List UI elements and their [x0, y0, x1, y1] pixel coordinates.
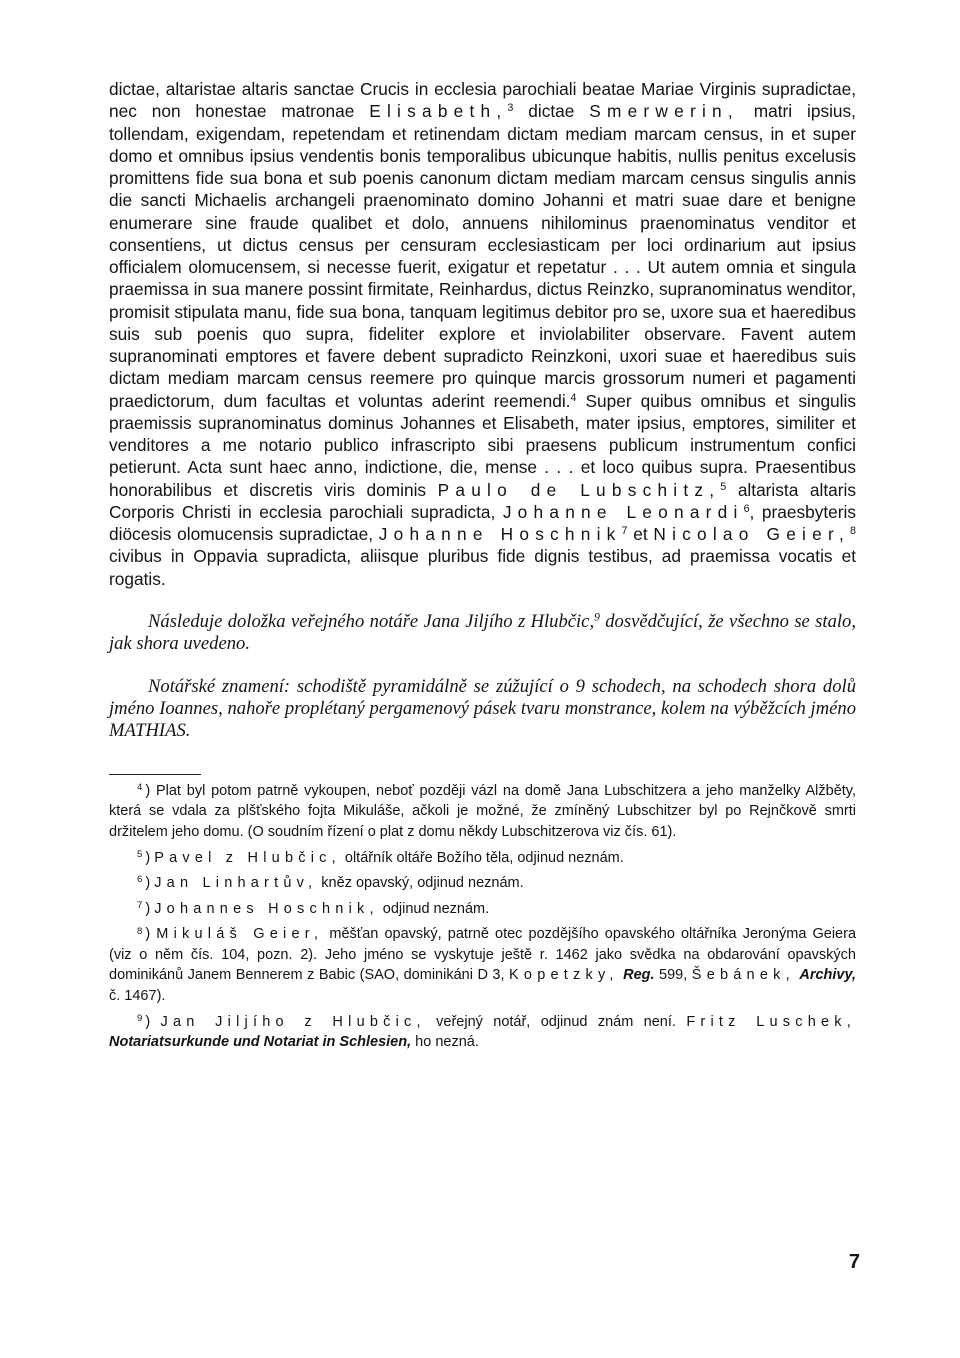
spaced-name: Šebánek,	[691, 967, 795, 984]
text-run: dictae, altaristae altaris sanctae Crucis in ecclesia parochiali beatae Mariae Virginis supradictae, nec non honestae matronae	[109, 79, 856, 122]
spaced-name: Smerwerin,	[589, 101, 739, 122]
footnote-ref: 6	[743, 502, 750, 515]
footnote-number: 8	[137, 925, 143, 937]
text-run: dosvědčující, že všechno se stalo, jak shora uvedeno.	[109, 610, 856, 654]
italic-title: Notariatsurkunde und Notariat in Schlesien,	[109, 1034, 412, 1051]
text-run: , praesbyteris diöcesis olomucensis supradictae,	[109, 501, 856, 544]
footnote-text: Plat byl potom patrně vykoupen, neboť později vázl na domě Jana Lubschitzera a jeho manželky Alžběty, která se vdala za plšťského fojta Mikuláše, ačkoli je možné, že zmíněný Lubschitzer byl po Rejnčkově smrti držitelem jeho domu. (O soudním řízení o plat z domu někdy Lubschitzerova viz čís. 61).	[109, 782, 857, 840]
spaced-name: Elisabeth,	[369, 101, 508, 122]
editorial-note-clause	[109, 611, 856, 655]
footnote-7: $^7$ ) Johannes Hoschnik, odjinud neznám.	[137, 899, 490, 917]
footnotes	[109, 781, 856, 1053]
italic-title: Archivy,	[799, 967, 857, 984]
spaced-name: Paulo de Lubschitz,	[437, 479, 721, 500]
spaced-name: Johannes Hoschnik,	[154, 900, 379, 917]
footnote-text: odjinud neznám.	[378, 900, 490, 917]
spaced-name: Kopetzky,	[509, 967, 619, 984]
spaced-name: Johanne Hoschnik	[378, 524, 622, 544]
spaced-name: Jan Jiljího z Hlubčic,	[160, 1013, 426, 1030]
footnote-text: oltářník oltáře Božího těla, odjinud neznám.	[340, 849, 624, 866]
text-run: civibus in Oppavia supradicta, aliisque pluribus fide dignis testibus, ad praemissa vocatis et rogatis.	[109, 546, 856, 589]
italic-title: Reg.	[623, 967, 655, 984]
text-run: altarista altaris Corporis Christi in ecclesia parochiali supradicta,	[109, 479, 856, 522]
footnote-ref: 4	[570, 391, 577, 404]
footnote-5: $^5$ ) Pavel z Hlubčic, oltářník oltáře Božího těla, odjinud neznám.	[137, 848, 624, 866]
footnote-8: $^8$ ) Mikuláš Geier, měšťan opavský, patrně otec pozdějšího opavského oltářníka Jeronýma Geiera (viz o něm čís. 104, pozn. 2). Jeho jméno se vyskytuje ještě r. 1462 jako svědka na obdarování opavských dominikánů Janem Bennerem z Babic (SAO, dominikáni D 3, Kopetzky, Reg. 599, Šebánek, Archivy, č. 1467).	[109, 925, 857, 1005]
spaced-name: Jan Linhartův,	[154, 875, 318, 892]
footnote-ref: 8	[850, 525, 856, 538]
footnote-ref: 9	[594, 611, 600, 624]
footnote-ref: 7	[621, 525, 628, 538]
footnote-text: měšťan opavský, patrně otec pozdějšího opavského oltářníka Jeronýma Geiera (viz o něm čís. 104, pozn. 2). Jeho jméno se vyskytuje ještě r. 1462 jako svědka na obdarování opavských dominikánů Janem Bennerem z Babic (SAO, dominikáni D 3,	[109, 926, 857, 984]
footnote-number: 5	[137, 848, 143, 860]
footnote-divider	[109, 774, 201, 775]
footnote-number: 6	[137, 874, 143, 886]
footnote-text: kněz opavský, odjinud neznám.	[317, 875, 524, 892]
footnote-text: veřejný notář, odjinud znám není.	[425, 1013, 687, 1030]
page-number: 7	[848, 1251, 860, 1273]
footnote-ref: 5	[720, 480, 727, 493]
footnote-4: $^4$ ) Plat byl potom patrně vykoupen, neboť později vázl na domě Jana Lubschitzera a jeho manželky Alžběty, která se vdala za plšťského fojta Mikuláše, ačkoli je možné, že zmíněný Lubschitzer byl po Rejnčkově smrti držitelem jeho domu. (O soudním řízení o plat z domu někdy Lubschitzerova viz čís. 61).	[109, 781, 857, 840]
spaced-name: Pavel z Hlubčic,	[154, 849, 341, 866]
footnote-6: $^6$ ) Jan Linhartův, kněz opavský, odjinud neznám.	[137, 874, 524, 892]
text-run: dictae	[513, 101, 590, 122]
spaced-name: Johanne Leonardi	[502, 501, 744, 522]
footnote-number: 7	[137, 899, 143, 911]
text-run: matri ipsius, tollendam, exigendam, repetendam et retinendam dictam mediam marcam census, in et super domo et omnibus ipsius vendentis bonis temporalibus ubicunque habitis, nullis penitus excelusis promittens fide sua bona et sub poenis canonum dictam mediam marcam census singulis annis die sancti Michaelis archangeli praenominato domino Johanni et matri suae dare et benigne enumerare sine fraude qualibet et dolo, annuens nihilominus praenominatus venditor et consentiens, ut dictus census per censuram ecclesiasticam per loci ordinarium aut ipsius officialem olomucensem, si necesse fuerit, exigatur et repetatur . . . Ut autem omnia et singula praemissa in sua manere possint firmitate, Reinhardus, dictus Reinzko, supranominatus wenditor, promisit stipulata manu, fide sua bona, tanquam legitimus debitor pro se, uxore sua et haeredibus suis sub poenis quo supra, fideliter explore et inviolabiliter observare. Favent autem supranominati emptores et favere debent supradicto Reinzkoni, uxori suae et haeredibus suis dictam mediam marcam census reemere pro quinque marcis grossorum numeri et pagamenti praedictorum, dum facultas et voluntas aderint reemendi.	[109, 101, 856, 411]
footnote-number: 9	[137, 1012, 143, 1024]
text-run: Super quibus omnibus et singulis praemissis supranominatus dominus Johannes et Elisabeth, mater ipsius, emptores, similiter et venditores a me notario publico infrascripto sibi praesens publicum instrumentum confici petierunt. Acta sunt haec anno, indictione, die, mense . . . et loco quibus supra. Praesentibus honorabilibus et discretis viris dominis	[109, 390, 856, 500]
page	[109, 78, 856, 1053]
footnote-9: $^9$ ) Jan Jiljího z Hlubčic, veřejný notář, odjinud znám není. Fritz Luschek, Notariatsurkunde und Notariat in Schlesien, ho nezná.	[109, 1012, 856, 1051]
text-run: Následuje doložka veřejného notáře Jana Jiljího z Hlubčic,	[148, 610, 595, 632]
footnote-text: 599,	[654, 967, 692, 984]
footnote-number: 4	[137, 781, 143, 793]
text-run: et	[627, 524, 654, 544]
footnote-text: ho nezná.	[411, 1034, 479, 1051]
spaced-name: Nicolao Geier,	[653, 524, 851, 544]
editorial-note-notary-sign: Notářské znamení: schodiště pyramidálně se zúžující o 9 schodech, na schodech shora dolů jméno Ioannes, nahoře proplétaný pergamenový pásek tvaru monstrance, kolem na výběžcích jméno MATHIAS.	[109, 676, 856, 741]
charter-text	[109, 78, 856, 590]
spaced-name: Mikuláš Geier,	[156, 926, 324, 943]
spaced-name: Fritz Luschek,	[686, 1013, 856, 1030]
footnote-ref: 3	[507, 102, 514, 115]
footnote-text: č. 1467).	[109, 988, 166, 1005]
